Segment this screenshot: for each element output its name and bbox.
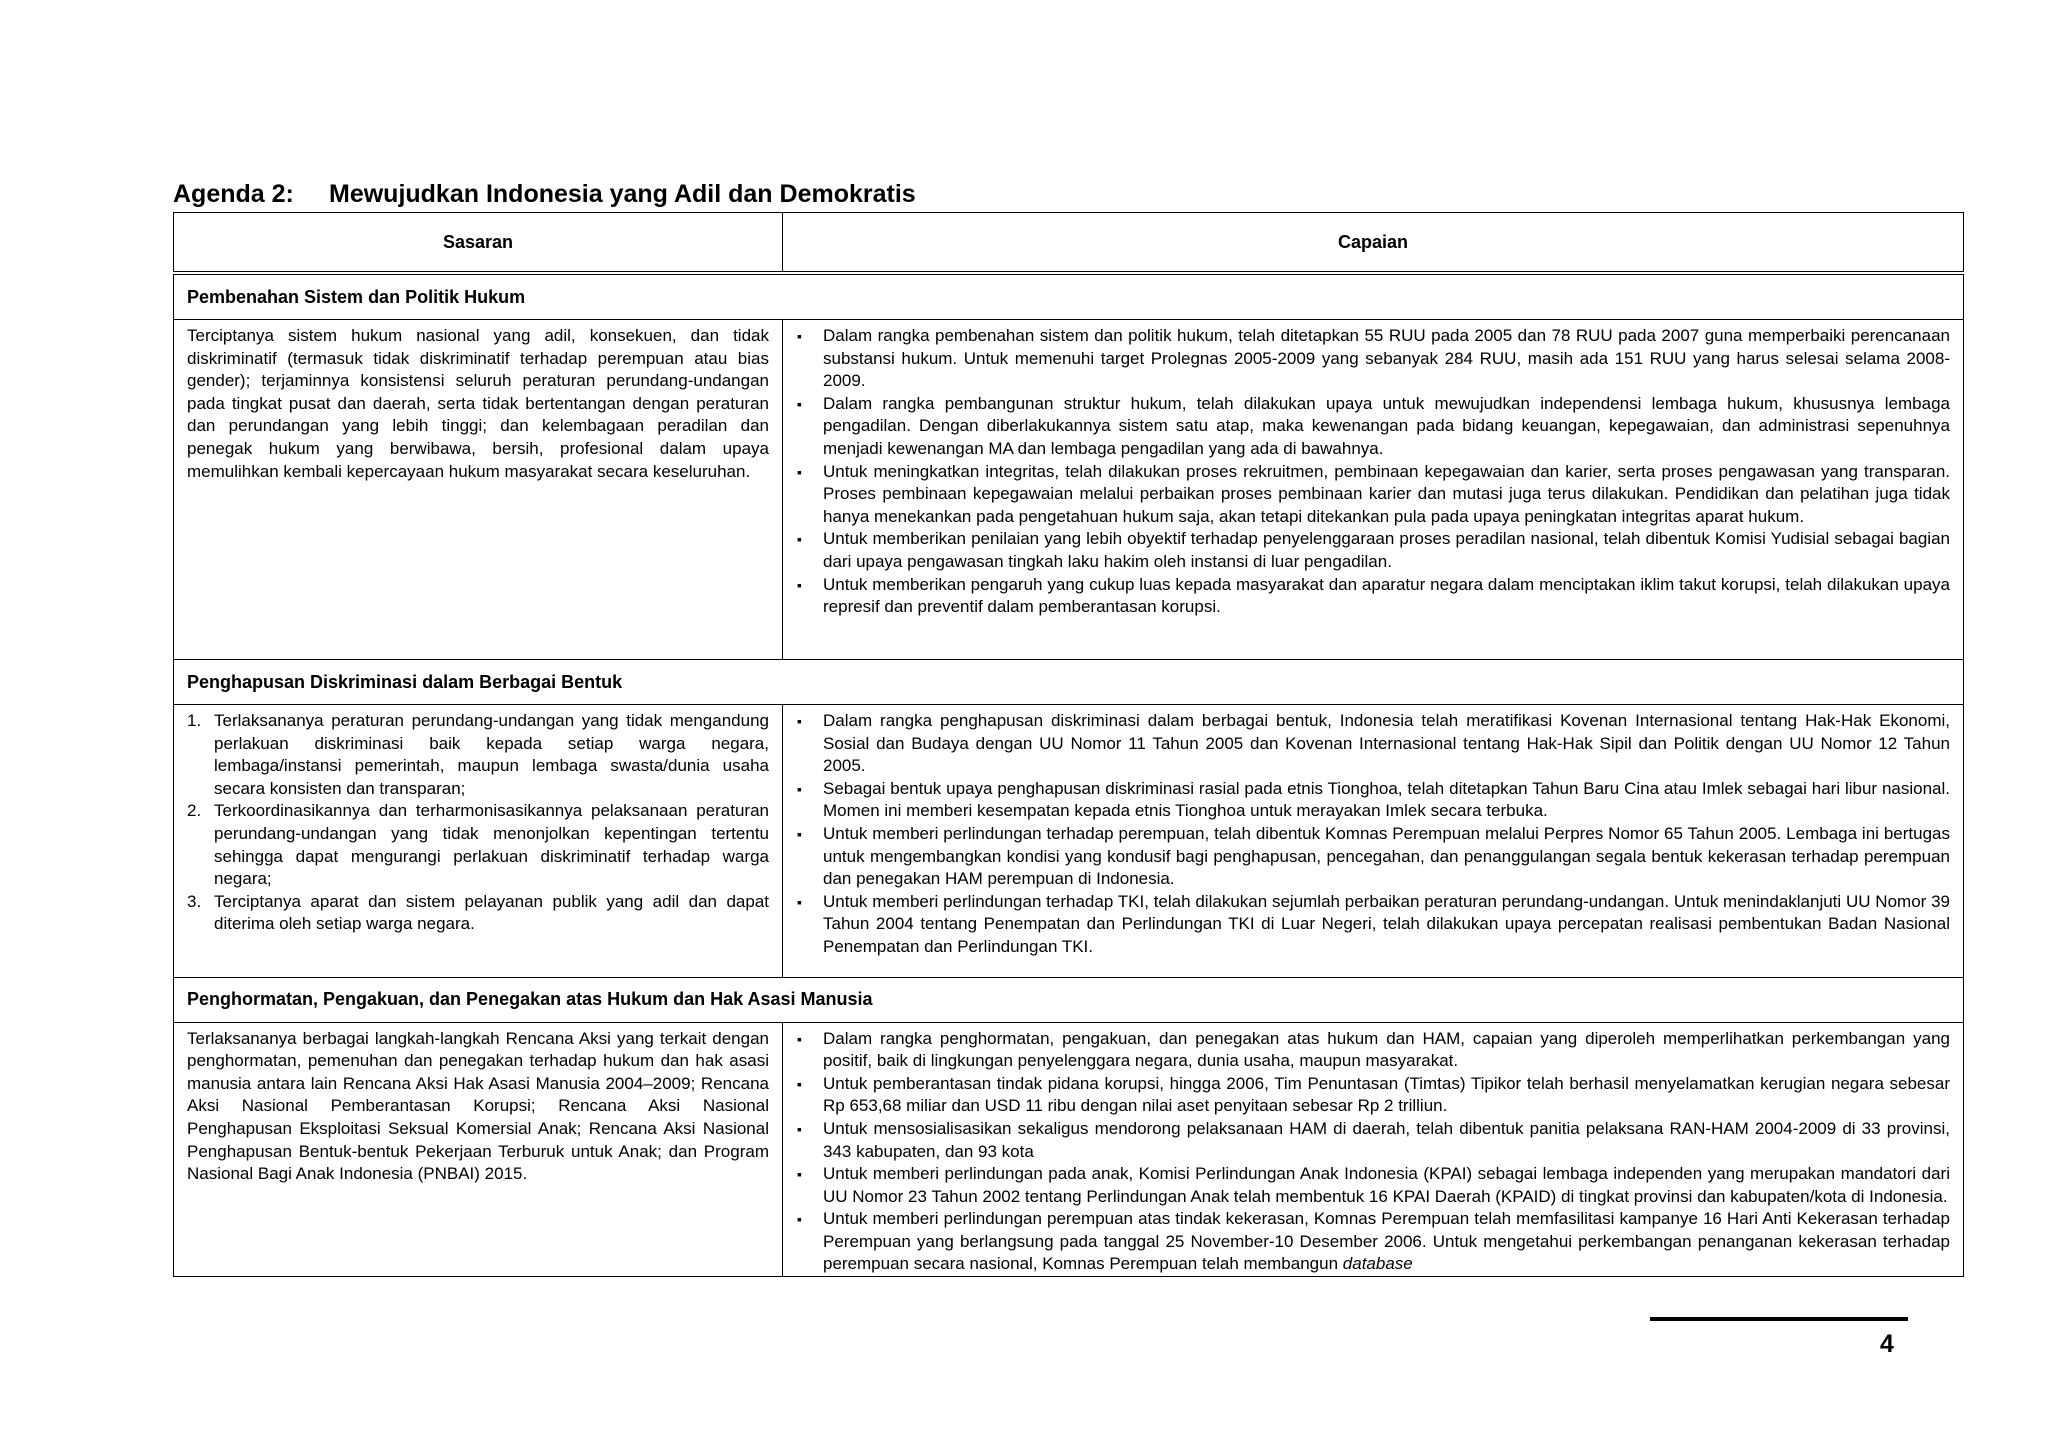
header-sasaran: Sasaran: [174, 213, 783, 274]
item-number: 3.: [187, 891, 202, 911]
capaian-item: ▪ Dalam rangka pembenahan sistem dan politik hukum, telah ditetapkan 55 RUU pada 2005 dan 78 RUU pada 2007 guna memperbaiki perencanaan substansi hukum. Untuk memenuhi target Prolegnas 2005-2009 yang sebanyak 284 RUU, masih ada 151 RUU yang harus selesai selama 2008-2009.: [796, 325, 1950, 393]
capaian-list: [796, 1028, 1950, 1277]
sasaran-item: [187, 891, 769, 936]
section-row-2: [174, 705, 1964, 978]
capaian-item: ▪ Untuk memberi perlindungan pada anak, Komisi Perlindungan Anak Indonesia (KPAI) sebagai lembaga independen yang merupakan mandatori dari UU Nomor 23 Tahun 2002 tentang Perlindungan Anak telah membentuk 16 KPAI Daerah (KPAID) di tingkat provinsi dan kabupaten/kota di Indonesia.: [796, 1163, 1950, 1208]
section-heading-row: [174, 660, 1964, 705]
section-row-3: [174, 1022, 1964, 1277]
section-row-1: [174, 320, 1964, 660]
capaian-item-text: Untuk memberi perlindungan perempuan atas tindak kekerasan, Komnas Perempuan telah memfasilitasi kampanye 16 Hari Anti Kekerasan terhadap Perempuan yang berlangsung pada tanggal 25 November-10 Desember 2006. Untuk mengetahui perkembangan penanganan kekerasan terhadap perempuan secara nasional, Komnas Perempuan telah membangun: [823, 1209, 1950, 1274]
capaian-item: ▪ Untuk memberi perlindungan terhadap perempuan, telah dibentuk Komnas Perempuan melalui Perpres Nomor 65 Tahun 2005. Lembaga ini bertugas untuk mengembangkan kondisi yang kondusif bagi penghapusan, pencegahan, dan penanggulangan segala bentuk kekerasan terhadap perempuan dan penegakan HAM perempuan di Indonesia.: [796, 823, 1950, 891]
sasaran-cell-1: [174, 320, 783, 660]
section-heading-3: Penghormatan, Pengakuan, dan Penegakan atas Hukum dan Hak Asasi Manusia: [174, 977, 1964, 1022]
capaian-cell-2: [783, 705, 1964, 978]
sasaran-item: [187, 800, 769, 890]
sasaran-item: [187, 710, 769, 800]
agenda-table: [173, 212, 1964, 1277]
item-number: 1.: [187, 711, 202, 730]
header-capaian: Capaian: [783, 213, 1964, 274]
capaian-item: ▪ Untuk mensosialisasikan sekaligus mendorong pelaksanaan HAM di daerah, telah dibentuk panitia pelaksana RAN-HAM 2004-2009 di 33 provinsi, 343 kabupaten, dan 93 kota: [796, 1118, 1950, 1163]
capaian-list: [796, 710, 1950, 959]
capaian-cell-1: [783, 320, 1964, 660]
sasaran-text: Terlaksananya berbagai langkah-langkah Rencana Aksi yang terkait dengan penghormatan, pemenuhan dan penegakan terhadap hukum dan hak asasi manusia antara lain Rencana Aksi Hak Asasi Manusia 2004–2009; Rencana Aksi Nasional Pemberantasan Korupsi; Rencana Aksi Nasional Penghapusan Eksploitasi Seksual Komersial Anak; Rencana Aksi Nasional Penghapusan Bentuk-bentuk Pekerjaan Terburuk untuk Anak; dan Program Nasional Bagi Anak Indonesia (PNBAI) 2015.: [187, 1028, 769, 1184]
sasaran-cell-3: [174, 1022, 783, 1277]
capaian-item-italic: database: [1342, 1254, 1413, 1274]
sasaran-list: [187, 710, 769, 936]
table-header-row: [174, 213, 1964, 274]
agenda-title: [173, 180, 916, 208]
capaian-item: ▪ Untuk memberikan pengaruh yang cukup luas kepada masyarakat dan aparatur negara dalam menciptakan iklim takut korupsi, telah dilakukan upaya represif dan preventif dalam pemberantasan korupsi.: [796, 574, 1950, 619]
capaian-item: ▪ Untuk memberikan penilaian yang lebih obyektif terhadap penyelenggaraan proses peradilan nasional, telah dibentuk Komisi Yudisial sebagai bagian dari upaya pengawasan tingkah laku hakim oleh instansi di luar pengadilan.: [796, 528, 1950, 573]
section-heading-2: Penghapusan Diskriminasi dalam Berbagai Bentuk: [174, 660, 1964, 705]
footer-rule: [1650, 1317, 1908, 1321]
sasaran-text: Terciptanya sistem hukum nasional yang adil, konsekuen, dan tidak diskriminatif (termasuk tidak diskriminatif terhadap perempuan atau bias gender); terjaminnya konsistensi seluruh peraturan perundang-undangan pada tingkat pusat dan daerah, serta tidak bertentangan dengan peraturan dan perundangan yang lebih tinggi; dan kelembagaan peradilan dan penegak hukum yang berwibawa, bersih, profesional dalam upaya memulihkan kembali kepercayaan hukum masyarakat secara keseluruhan.: [187, 326, 769, 481]
item-number: 2.: [187, 801, 202, 821]
agenda-title-text: Mewujudkan Indonesia yang Adil dan Demokratis: [329, 180, 916, 208]
agenda-number: Agenda 2:: [173, 180, 294, 208]
capaian-list: [796, 325, 1950, 619]
sasaran-cell-2: [174, 705, 783, 978]
capaian-cell-3: [783, 1022, 1964, 1277]
capaian-item: ▪ Untuk memberi perlindungan terhadap TKI, telah dilakukan sejumlah perbaikan peraturan perundang-undangan. Untuk menindaklanjuti UU Nomor 39 Tahun 2004 tentang Penempatan dan Perlindungan TKI di Luar Negeri, telah dilakukan upaya percepatan realisasi pembentukan Badan Nasional Penempatan dan Perlindungan TKI.: [796, 891, 1950, 959]
capaian-item: ▪ Untuk meningkatkan integritas, telah dilakukan proses rekruitmen, pembinaan kepegawaian dan karier, serta proses pengawasan yang transparan. Proses pembinaan kepegawaian melalui perbaikan proses pembinaan karier dan mutasi juga terus dilakukan. Pendidikan dan pelatihan juga tidak hanya menekankan pada pengetahuan hukum saja, akan tetapi ditekankan pula pada upaya peningkatan integritas aparat hukum.: [796, 461, 1950, 529]
section-heading-1: Pembenahan Sistem dan Politik Hukum: [174, 273, 1964, 320]
capaian-item: ▪ Dalam rangka penghapusan diskriminasi dalam berbagai bentuk, Indonesia telah meratifikasi Kovenan Internasional tentang Hak-Hak Ekonomi, Sosial dan Budaya dengan UU Nomor 11 Tahun 2005 dan Kovenan Internasional tentang Hak-Hak Sipil dan Politik dengan UU Nomor 12 Tahun 2005.: [796, 710, 1950, 778]
capaian-item: ▪ Sebagai bentuk upaya penghapusan diskriminasi rasial pada etnis Tionghoa, telah ditetapkan Tahun Baru Cina atau Imlek sebagai hari libur nasional. Momen ini memberi kesempatan kepada etnis Tionghoa untuk merayakan Imlek secara terbuka.: [796, 778, 1950, 823]
capaian-item: ▪ Dalam rangka penghormatan, pengakuan, dan penegakan atas hukum dan HAM, capaian yang diperoleh memperlihatkan perkembangan yang positif, baik di lingkungan penyelenggara negara, dunia usaha, maupun masyarakat.: [796, 1028, 1950, 1073]
item-text: Terkoordinasikannya dan terharmonisasikannya pelaksanaan peraturan perundang-undangan yang tidak menonjolkan kepentingan tertentu sehingga dapat mengurangi perlakuan diskriminatif terhadap warga negara;: [214, 801, 769, 889]
page-number: 4: [1880, 1330, 1894, 1358]
capaian-item: ▪ Untuk pemberantasan tindak pidana korupsi, hingga 2006, Tim Penuntasan (Timtas) Tipikor telah berhasil menyelamatkan kerugian negara sebesar Rp 653,68 miliar dan USD 11 ribu dengan nilai aset penyitaan sebesar Rp 2 trilliun.: [796, 1073, 1950, 1118]
capaian-item: ▪ Dalam rangka pembangunan struktur hukum, telah dilakukan upaya untuk mewujudkan independensi lembaga hukum, khususnya lembaga pengadilan. Dengan diberlakukannya sistem satu atap, maka kewenangan pada bidang keuangan, kepegawaian, dan administrasi sepenuhnya menjadi kewenangan MA dan lembaga pengadilan yang ada di bawahnya.: [796, 393, 1950, 461]
capaian-item: [796, 1208, 1950, 1276]
item-text: Terciptanya aparat dan sistem pelayanan publik yang adil dan dapat diterima oleh setiap warga negara.: [214, 891, 769, 934]
section-heading-row: [174, 977, 1964, 1022]
item-text: Terlaksananya peraturan perundang-undangan yang tidak mengandung perlakuan diskriminasi baik kepada setiap warga negara, lembaga/instansi pemerintah, maupun lembaga swasta/dunia usaha secara konsisten dan transparan;: [214, 711, 769, 798]
section-heading-row: [174, 273, 1964, 320]
